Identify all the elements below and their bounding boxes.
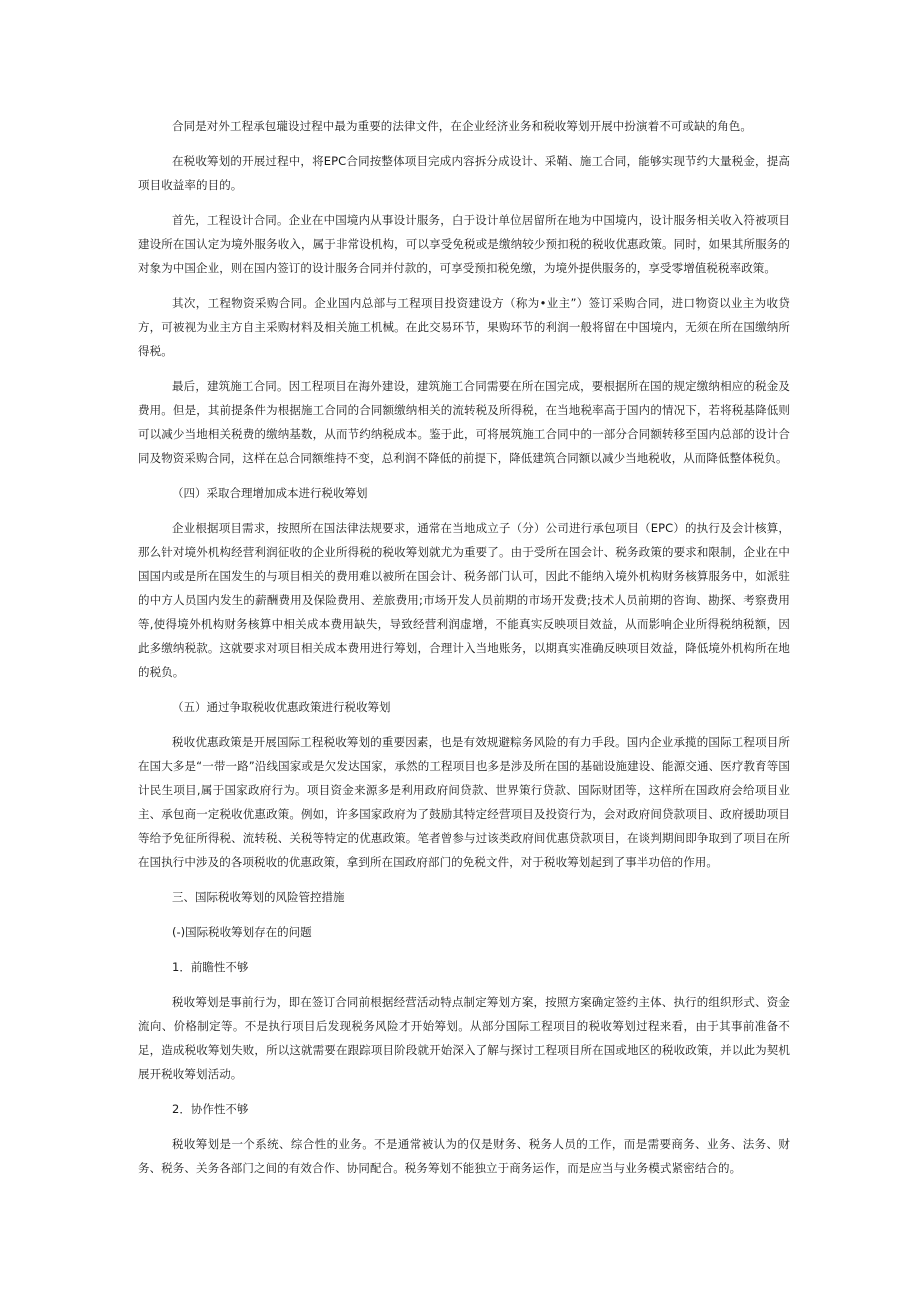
subheading-increase-cost: （四）采取合理增加成本进行税收筹划 <box>172 486 368 500</box>
paragraph-tax-incentives: 税收优惠政策是开展国际工程税收筹划的重要因素，也是有效规避粽务风险的有力手段。国内企业承揽的国际工程项目所在国大多是“一带一路”沿线国家或是欠发达国家，承然的工程项目也多是涉及所在国的基础设施建设、能源交通、医疗教育等国计民生项目,属于国家政府行为。项目资金来源多是利用政府间贷款、世界策行贷款、国际财团等，这样所在国政府会给项目业主、承包商一定税收优惠政策。例如，许多国家政府为了鼓励其特定经营项目及投资行为，会对政府间贷款项目、政府援助项目等给予免征所得税、流转税、关税等特定的优惠政策。笔者曾参与过该类政府间优惠贷款项目，在谈判期间即争取到了项目在所在国执行中涉及的各项税收的优惠政策，拿到所在国政府部门的免税文件，对于税收筹划起到了事半功倍的作用。 <box>138 735 790 869</box>
paragraph-procurement-contract: 其次，工程物资采购合同。企业国内总部与工程项目投资建设方（称为•业主”）签订采购合同，进口物资以业主为收贷方，可被视为业主方自主采购材料及相关施工机械。在此交易环节，果购环节的利润一般将留在中国境内，无须在所在国缴纳所得税。 <box>138 296 790 358</box>
paragraph-epc-split: 在税收筹划的开展过程中，将EPC合同按整体项目完成内容拆分成设计、采鞘、施工合同，能够实现节约大量税金，提高项目收益率的目的。 <box>138 154 790 192</box>
paragraph-design-contract: 首先，工程设计合同。企业在中国境内从事设计服务，白于设计单位居留所在地为中国境内，设计服务相关收入符被项目建设所在国认定为境外服务收入，属于非常设机构，可以享受免税或是缴纳较少预扣税的税收优惠政策。同时，如果其所服务的对象为中国企业，则在国内签订的设计服务合同并付款的，可享受预扣税免缴，为境外提供服务的，享受零增值税税率政策。 <box>138 213 790 275</box>
document-body <box>138 114 790 1191</box>
subheading-tax-incentives: （五）通过争取税收优惠政策进行税收筹划 <box>172 700 391 714</box>
numbered-heading-collaboration: 2．协作性不够 <box>172 1102 249 1116</box>
paragraph-foresight: 税收筹划是事前行为，即在签订合同前根据经营活动特点制定筹划方案，按照方案确定签约主体、执行的组织形式、资金流向、价格制定等。不是执行项目后发现税务风险才开始筹划。从部分国际工程项目的税收筹划过程来看，由于其事前准备不足，造成税收筹划失败，所以这就需要在跟踪项目阶段就开始深入了解与探讨工程项目所在国或地区的税收政策，并以此为契机展开税收筹划活动。 <box>138 995 790 1081</box>
paragraph-cost-planning: 企业根据项目需求，按照所在国法律法规要求，通常在当地成立子（分）公司进行承包项目（EPC）的执行及会计核算，那么针对境外机构经营利润征收的企业所得税的税收筹划就尤为重要了。由于受所在国会计、税务政策的要求和限制，企业在中国国内或是所在国发生的与项目相关的费用难以被所在国会计、税务部门认可，因此不能纳入境外机构财务核算服务中，如派驻的中方人员国内发生的薪酬费用及保险费用、差旅费用;市场开发人员前期的市场开发费;技术人员前期的咨询、勘探、考察费用等,使得境外机构财务核算中相关成本费用缺失，导致经营利润虚增，不能真实反映项目效益，从而影响企业所得税纳税额，因此多缴纳税款。这就要求对项目相关成本费用进行筹划，合理计入当地账务，以期真实准确反映项目效益，降低境外机构所在地的税负。 <box>138 521 790 679</box>
subheading-existing-problems: (-)国际税收筹划存在的问题 <box>172 925 312 939</box>
paragraph-collaboration: 税收筹划是一个系统、综合性的业务。不是通常被认为的仅是财务、税务人员的工作，而是需要商务、业务、法务、财务、税务、关务各部门之间的有效合作、协同配合。税务筹划不能独立于商务运作，而是应当与业务模式紧密结合的。 <box>138 1137 790 1175</box>
paragraph-construction-contract: 最后，建筑施工合同。因工程项目在海外建设，建筑施工合同需要在所在国完成，要根据所在国的规定缴纳相应的税金及费用。但是，其前提条件为根据施工合同的合同额缴纳相关的流转税及所得税，在当地税率高于国内的情况下，若将税基降低则可以减少当地相关税费的缴纳基数，从而节约纳税成本。鉴于此，可将展筑施工合同中的一部分合同额转移至国内总部的设计合同及物资采购合同，这样在总合同额维持不变，总利润不降低的前提下，降低建筑合同额以减少当地税收，从而降低整体税负。 <box>138 379 790 465</box>
section-heading-risk-control: 三、国际税收筹划的风险管控措施 <box>172 890 345 904</box>
numbered-heading-foresight: 1．前瞻性不够 <box>172 960 249 974</box>
paragraph-contract-importance: 合同是对外工程承包瓏设过程中最为重要的法律文件，在企业经济业务和税收筹划开展中扮演着不可或缺的角色。 <box>172 119 752 133</box>
